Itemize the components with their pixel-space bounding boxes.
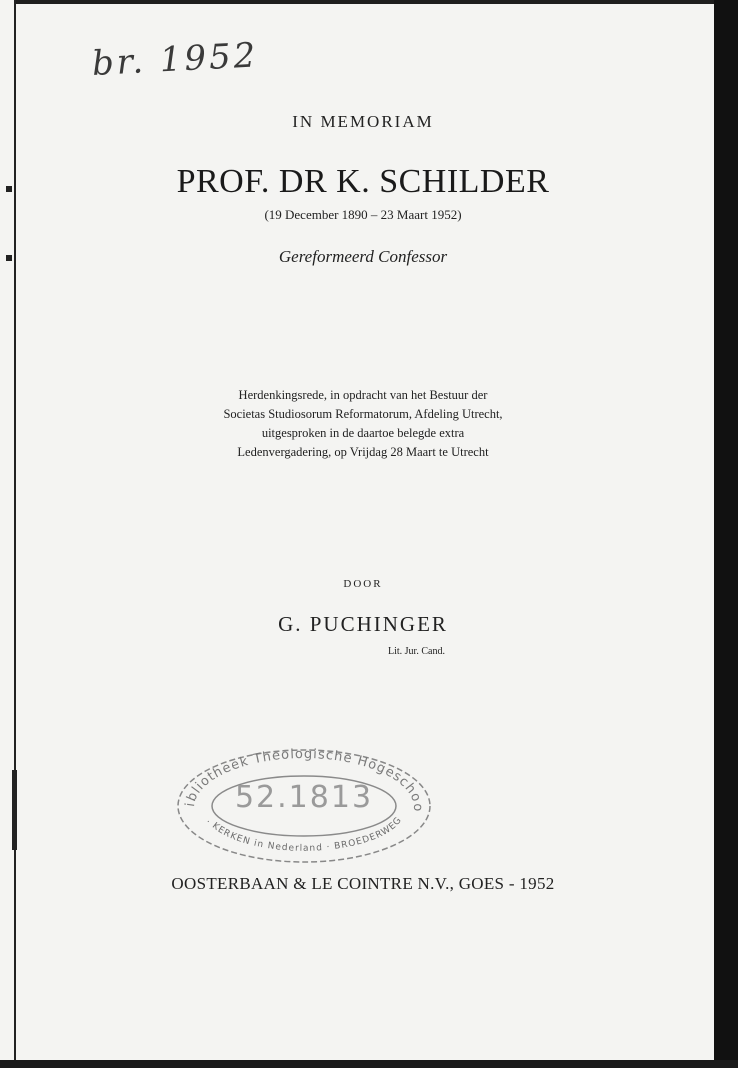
intro-line: Ledenvergadering, op Vrijdag 28 Maart te Utrecht: [237, 445, 489, 459]
intro-line: Societas Studiosorum Reformatorum, Afdeling Utrecht,: [223, 407, 503, 421]
by-label: DOOR: [343, 578, 383, 590]
stamp-bottom-text: . KERKEN in Nederland · BROEDERWEG: [204, 815, 405, 854]
page-left-edge: [0, 0, 16, 1068]
page-right-edge: [714, 0, 738, 1068]
stamp-accession-number: 52.1813: [234, 780, 374, 815]
stamp-top-text: ibliotheek Theologische Hogeschoo: [183, 746, 426, 813]
life-dates: (19 December 1890 – 23 Maart 1952): [264, 207, 462, 222]
page-bottom-edge: [0, 1060, 738, 1068]
subtitle: Gereformeerd Confessor: [278, 247, 448, 266]
library-stamp: [168, 736, 440, 864]
page-title: PROF. DR K. SCHILDER: [176, 163, 550, 200]
occasion-description: [12, 386, 714, 462]
handwritten-shelf-note: br. 1952: [90, 35, 260, 84]
publisher-imprint: OOSTERBAAN & LE COINTRE N.V., GOES - 1952: [171, 874, 555, 893]
author-name: G. PUCHINGER: [278, 612, 448, 636]
intro-line: Herdenkingsrede, in opdracht van het Bestuur der: [238, 388, 488, 402]
intro-line: uitgesproken in de daartoe belegde extra: [261, 426, 465, 440]
author-credential: Lit. Jur. Cand.: [388, 646, 445, 657]
binding-mark: [12, 770, 17, 850]
in-memoriam-heading: IN MEMORIAM: [292, 112, 434, 131]
